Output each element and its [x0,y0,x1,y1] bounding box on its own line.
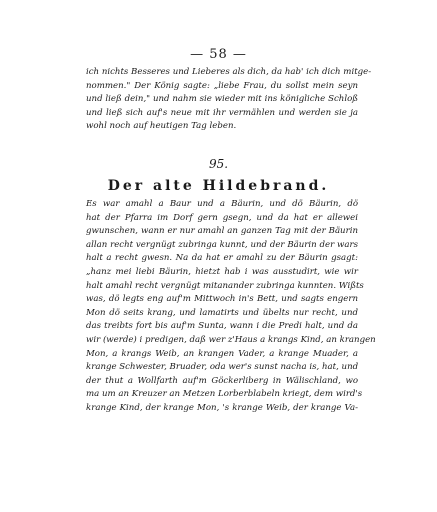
text-line: ich nichts Besseres und Lieberes als dich, da hab' ich dich mitge- [86,67,372,77]
text-line: hat der Pfarra im Dorf gern gsegn, und da hat er allewei [86,212,358,223]
text-line: Es war amahl a Baur und a Bäurin, und dö Bäurin, dö [86,199,358,209]
text-line: wohl noch auf heutigen Tag leben. [86,121,237,132]
text-line: nommen." Der König sagte: „liebe Frau, du sollst mein seyn [86,80,358,91]
text-line: krange Schwester, Bruader, oda wer's sunst nacha is, hat, und [86,362,359,373]
chapter-title: Der alte Hildebrand. [107,178,330,194]
page-number: — 58 — [190,47,247,62]
text-line: was, dö legts eng auf'm Mittwoch in's Bett, und sagts engern [86,294,358,305]
text-line: der thut a Wollfarth auf'm Göckerliberg in Wälischland, wo [86,375,358,386]
text-line: „hanz mei liebi Bäurin, hietzt hab i was ausstudirt, wie wir [86,266,358,277]
paragraph-continuation [86,66,372,134]
text-line: wir (werde) i predigen, daß wer z'Haus a krangs Kind, an krangen [86,334,376,345]
text-line: halt amahl recht vergnügt mitanander zubringa kunnten. Wißts [86,280,364,291]
text-line: gwunschen, wann er nur amahl an ganzen Tag mit der Bäurin [86,226,358,237]
text-line: ma um an Kreuzer an Metzen Lorberblabeln kriegt, dem wird's [86,389,363,400]
text-line: und ließ sich auf's neue mit ihr vermählen und werden sie ja [86,107,358,118]
text-line: das treibts fort bis auf'm Sunta, wann i die Predi halt, und da [86,321,358,332]
text-line: Mon, a krangs Weib, an krangen Vader, a krange Muader, a [86,348,358,359]
text-line: Mon dö seits krang, und lamatirts und übelts nur recht, und [86,307,358,318]
text-line: krange Kind, der krange Mon, 's krange Weib, der krange Va- [86,402,358,413]
text-line: allan recht vergnügt zubringa kunnt, und der Bäurin der wars [86,239,358,250]
text-line: und ließ dein," und nahm sie wieder mit ins königliche Schloß [86,94,358,105]
text-line: halt a recht gwesn. Na da hat er amahl zu der Bäurin gsagt: [86,253,358,264]
chapter-number: 95. [208,157,229,171]
story-paragraph [86,198,376,416]
